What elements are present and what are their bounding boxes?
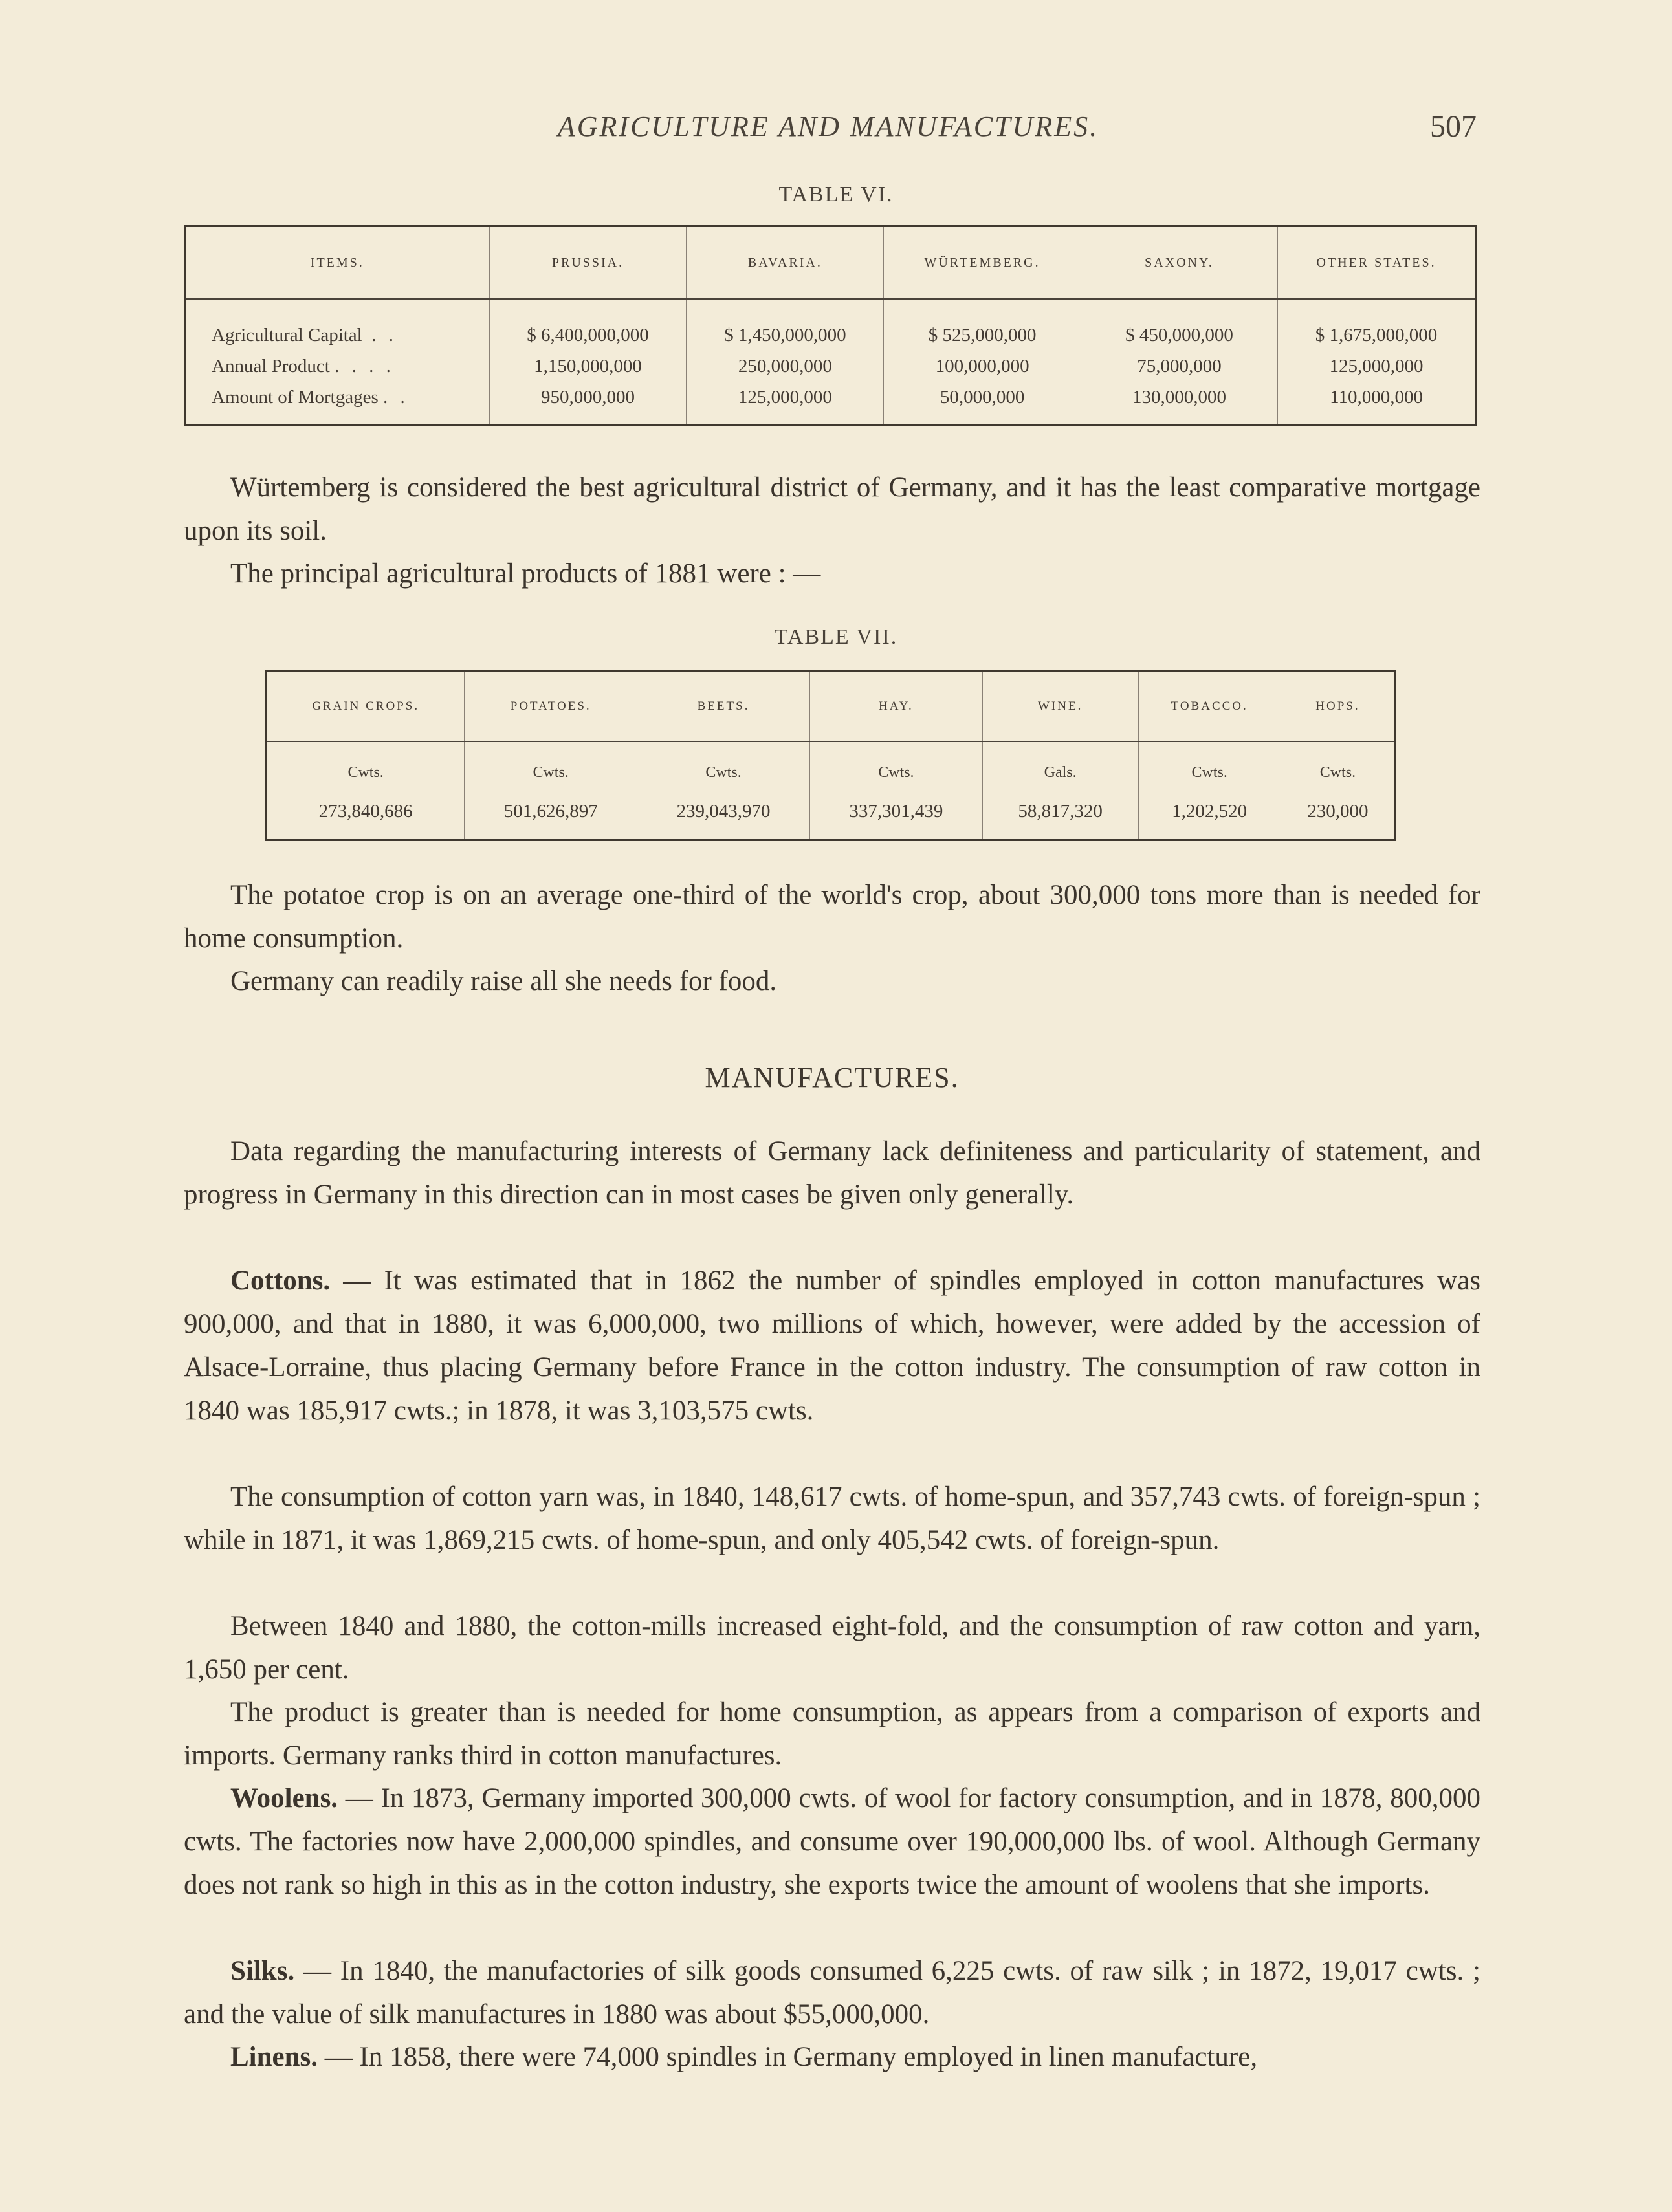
table6-header-wurtemberg: WÜRTEMBERG. — [884, 226, 1081, 300]
table6-row-label: Agricultural Capital . . — [212, 324, 397, 345]
table6-row-label: Amount of Mortgages . . — [212, 386, 409, 408]
table7-cell: Cwts. 273,840,686 — [318, 763, 413, 822]
table6-caption: TABLE VI. — [778, 182, 894, 206]
table7-header-tobacco: TOBACCO. — [1138, 672, 1281, 742]
table6-row-label: Annual Product . . . . — [212, 355, 395, 377]
table6-col-bavaria — [687, 299, 884, 425]
table6-cell: 75,000,000 — [1137, 355, 1222, 377]
table6-header-items: ITEMS. — [185, 226, 490, 300]
paragraph: Würtemberg is considered the best agricultural district of Germany, and it has the least comparative mortgage upon its soil. — [184, 472, 1480, 546]
running-head: AGRICULTURE AND MANUFACTURES. — [557, 111, 1099, 142]
table6-header-other-states: OTHER STATES. — [1278, 226, 1476, 300]
paragraph: The consumption of cotton yarn was, in 1840, 148,617 cwts. of home-spun, and 357,743 cwts. of foreign-spun ; while in 1871, it was 1,869,215 cwts. of home-spun, and only 405,542 cwts. of foreign-spun. — [184, 1482, 1480, 1555]
table6-cell: 110,000,000 — [1330, 386, 1424, 408]
paragraph: The potatoe crop is on an average one-third of the world's crop, about 300,000 tons more than is needed for home consumption. — [184, 880, 1480, 954]
table6-cell: $ 450,000,000 — [1125, 324, 1233, 345]
table6-body-row — [185, 299, 1476, 425]
table6-header-saxony: SAXONY. — [1081, 226, 1277, 300]
table7-cell: Cwts. 239,043,970 — [637, 741, 810, 840]
table7-header-hops: HOPS. — [1281, 672, 1395, 742]
table6-cell: 125,000,000 — [738, 386, 832, 408]
table7-header-row — [267, 672, 1396, 742]
table6-col-prussia — [489, 299, 687, 425]
paragraph: Between 1840 and 1880, the cotton-mills increased eight-fold, and the consumption of raw cotton and yarn, 1,650 per cent. — [184, 1611, 1480, 1685]
table6-col-saxony — [1081, 299, 1277, 425]
table6-cell: $ 1,450,000,000 — [724, 324, 846, 345]
table6-cell: 130,000,000 — [1132, 386, 1226, 408]
table6-cell: 100,000,000 — [935, 355, 1029, 377]
table7-caption: TABLE VII. — [774, 625, 898, 649]
table7-cell: Cwts. 501,626,897 — [465, 741, 637, 840]
table6-header-prussia: PRUSSIA. — [489, 226, 687, 300]
table7-cell: Cwts. 1,202,520 — [1138, 741, 1281, 840]
table6-cell: $ 525,000,000 — [928, 324, 1037, 345]
table6-header-row — [185, 226, 1476, 300]
page-number: 507 — [1430, 109, 1477, 144]
table6-col-wurtemberg — [884, 299, 1081, 425]
paragraph: Germany can readily raise all she needs for food. — [230, 966, 777, 996]
paragraph: Data regarding the manufacturing interests of Germany lack definiteness and particularity of statement, and progress in Germany in this direction can in most cases be given only generally. — [184, 1136, 1480, 1210]
table6-cell: 50,000,000 — [940, 386, 1025, 408]
table7-cell: Cwts. 230,000 — [1281, 741, 1395, 840]
table7-header-grain-crops: GRAIN CROPS. — [267, 672, 465, 742]
section-heading: MANUFACTURES. — [705, 1062, 960, 1093]
table7 — [265, 670, 1396, 841]
table6 — [184, 225, 1477, 426]
table6-cell: 125,000,000 — [1329, 355, 1424, 377]
table6-header-bavaria: BAVARIA. — [687, 226, 884, 300]
table6-cell: 950,000,000 — [541, 386, 635, 408]
table7-header-hay: HAY. — [809, 672, 982, 742]
table6-cell: $ 1,675,000,000 — [1315, 324, 1438, 345]
table7-header-potatoes: POTATOES. — [465, 672, 637, 742]
paragraph: The product is greater than is needed for home consumption, as appears from a comparison of exports and imports. Germany ranks third in cotton manufactures. — [184, 1697, 1480, 1771]
paragraph-cottons: Cottons. — It was estimated that in 1862 the number of spindles employed in cotton manufactures was 900,000, and that in 1880, it was 6,000,000, two millions of which, however, were added by the accession of Alsace-Lorraine, thus placing Germany before France in the cotton industry. The consumption of raw cotton in 1840 was 185,917 cwts.; in 1878, it was 3,103,575 cwts. — [184, 1265, 1480, 1426]
table7-header-wine: WINE. — [982, 672, 1138, 742]
paragraph-woolens: Woolens. — In 1873, Germany imported 300,000 cwts. of wool for factory consumption, and in 1878, 800,000 cwts. The factories now have 2,000,000 spindles, and consume over 190,000,000 lbs. of wool. Although Germany does not rank so high in this as in the cotton industry, she exports twice the amount of woolens that she imports. — [184, 1783, 1480, 1900]
paragraph-linens: Linens. — In 1858, there were 74,000 spindles in Germany employed in linen manufacture, — [230, 2042, 1258, 2072]
paragraph-silks: Silks. — In 1840, the manufactories of silk goods consumed 6,225 cwts. of raw silk ; in 1872, 19,017 cwts. ; and the value of silk manufactures in 1880 was about $55,000,000. — [184, 1956, 1480, 2030]
table6-cell: 250,000,000 — [738, 355, 832, 377]
paragraph: The principal agricultural products of 1881 were : — — [230, 558, 821, 589]
table7-cell: Gals. 58,817,320 — [982, 741, 1138, 840]
table6-col-other-states — [1278, 299, 1476, 425]
table6-item-labels — [185, 299, 490, 425]
table7-cell: Cwts. 337,301,439 — [809, 741, 982, 840]
table7-header-beets: BEETS. — [637, 672, 810, 742]
table7-body-row — [267, 741, 1396, 840]
table6-cell: $ 6,400,000,000 — [527, 324, 649, 345]
table6-cell: 1,150,000,000 — [534, 355, 642, 377]
